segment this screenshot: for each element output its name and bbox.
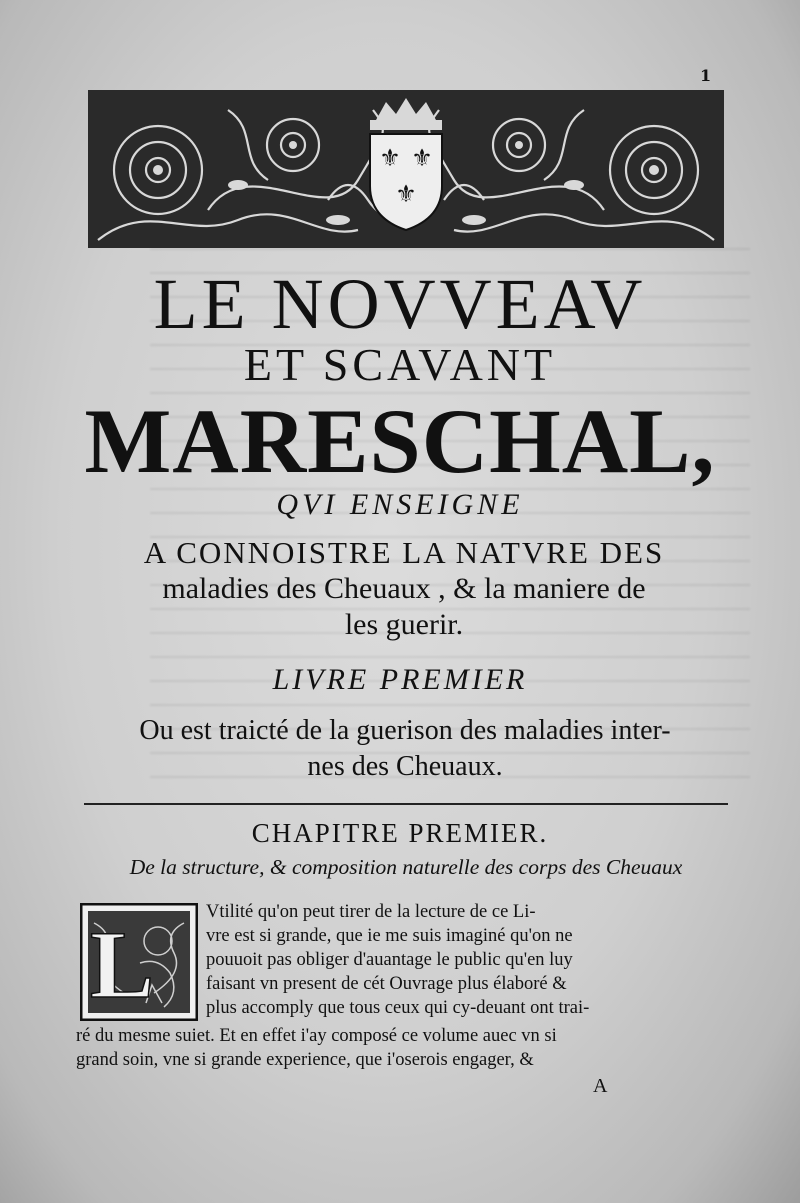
book-description-line-1: Ou est traicté de la guerison des maladies inter- [139,715,671,746]
subtitle: QVI ENSEIGNE [276,488,524,521]
royal-crest-icon [370,98,442,230]
body-line: faisant vn present de cét Ouvrage plus élaboré & [206,974,567,994]
chapter-subtitle: De la structure, & composition naturelle des corps des Cheuaux [129,855,683,879]
description [84,535,724,643]
title-line-1: LE NOVVEAV [153,264,647,344]
book-description [84,713,726,785]
body-line: grand soin, vne si grande experience, que i'oserois engager, & [76,1050,534,1070]
dropcap-letter: L [89,911,155,1018]
chapter-title: CHAPITRE PREMIER. [251,818,549,848]
title-line-2: ET SCAVANT [243,339,557,390]
horizontal-rule [84,803,728,805]
body-line: Vtilité qu'on peut tirer de la lecture de ce Li- [206,902,536,922]
floral-headpiece-icon [88,90,724,248]
body-line: plus accomply que tous ceux qui cy-deuant ont trai- [206,998,590,1018]
book-title: LIVRE PREMIER [272,663,528,696]
book-description-line-2: nes des Cheuaux. [307,751,503,782]
page-number: 1 [700,66,712,85]
description-line-2: maladies des Cheuaux , & la maniere de [162,572,646,605]
svg-text:⚜: ⚜ [411,144,433,172]
body-text-full [76,1024,736,1072]
lion-dropcap-icon [80,903,198,1021]
body-text-indented [206,900,734,1020]
title-line-3: MARESCHAL, [84,390,716,492]
svg-text:⚜: ⚜ [395,180,417,208]
body-line: pouuoit pas obliger d'auantage le public qu'en luy [206,950,573,970]
description-line-3: les guerir. [344,608,464,641]
svg-text:⚜: ⚜ [379,144,401,172]
body-line: ré du mesme suiet. Et en effet i'ay composé ce volume auec vn si [76,1026,557,1046]
body-line: vre est si grande, que ie me suis imaginé qu'on ne [206,926,573,946]
signature-mark: A [593,1075,608,1097]
description-line-1: A CONNOISTRE LA NATVRE DES [143,535,665,570]
